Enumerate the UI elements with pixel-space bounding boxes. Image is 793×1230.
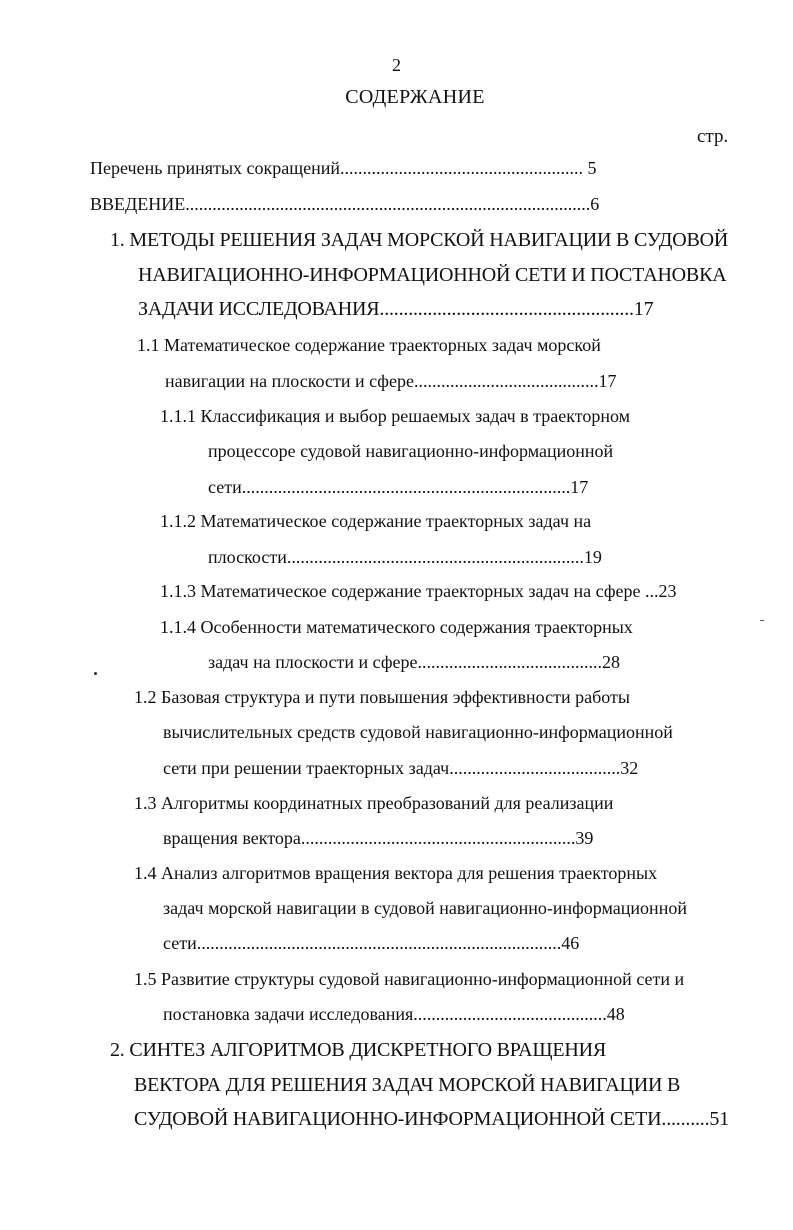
toc-chapter-1-line-1: 1. МЕТОДЫ РЕШЕНИЯ ЗАДАЧ МОРСКОЙ НАВИГАЦИИ В СУДОВОЙ	[110, 229, 729, 251]
toc-section-1-3-line-2: вращения вектора.............................................................39	[163, 828, 594, 848]
toc-chapter-1-line-3: ЗАДАЧИ ИССЛЕДОВАНИЯ.....................................................17	[138, 298, 654, 320]
toc-section-1-1-line-1: 1.1 Математическое содержание траекторных задач морской	[137, 335, 601, 355]
toc-entry-abbreviations: Перечень принятых сокращений...................................................... 5	[90, 158, 597, 178]
toc-section-1-4-line-3: сети.................................................................................46	[163, 933, 580, 953]
toc-section-1-2-line-2: вычислительных средств судовой навигационно-информационной	[163, 722, 673, 742]
toc-section-1-4-line-2: задач морской навигации в судовой навигационно-информационной	[163, 898, 687, 918]
toc-section-1-2-line-3: сети при решении траекторных задач......................................32	[163, 758, 639, 778]
page-column-label: стр.	[697, 126, 729, 147]
toc-section-1-1-1-line-3: сети.........................................................................17	[208, 477, 589, 497]
toc-section-1-1-2-line-2: плоскости..................................................................19	[208, 547, 602, 567]
page-number: 2	[392, 55, 401, 75]
toc-section-1-5-line-1: 1.5 Развитие структуры судовой навигационно-информационной сети и	[134, 969, 685, 989]
toc-section-1-1-4-line-2: задач на плоскости и сфере.........................................28	[208, 652, 621, 672]
toc-section-1-4-line-1: 1.4 Анализ алгоритмов вращения вектора для решения траекторных	[134, 863, 658, 883]
toc-section-1-5-line-2: постановка задачи исследования...........................................48	[163, 1004, 625, 1024]
scan-speck	[94, 672, 97, 675]
scan-mark	[760, 620, 764, 621]
toc-section-1-1-3: 1.1.3 Математическое содержание траекторных задач на сфере ...23	[160, 581, 677, 601]
toc-section-1-1-line-2: навигации на плоскости и сфере.........................................17	[165, 371, 617, 391]
toc-section-1-1-1-line-1: 1.1.1 Классификация и выбор решаемых задач в траекторном	[160, 406, 631, 426]
toc-section-1-3-line-1: 1.3 Алгоритмы координатных преобразований для реализации	[134, 793, 614, 813]
toc-section-1-1-2-line-1: 1.1.2 Математическое содержание траекторных задач на	[160, 511, 592, 531]
toc-chapter-2-line-2: ВЕКТОРА ДЛЯ РЕШЕНИЯ ЗАДАЧ МОРСКОЙ НАВИГАЦИИ В	[134, 1074, 681, 1096]
toc-section-1-1-4-line-1: 1.1.4 Особенности математического содержания траекторных	[160, 617, 633, 637]
toc-chapter-1-line-2: НАВИГАЦИОННО-ИНФОРМАЦИОННОЙ СЕТИ И ПОСТАНОВКА	[138, 264, 727, 286]
toc-chapter-2-line-3: СУДОВОЙ НАВИГАЦИОННО-ИНФОРМАЦИОННОЙ СЕТИ..........51	[134, 1108, 729, 1130]
toc-entry-introduction: ВВЕДЕНИЕ..........................................................................................6	[90, 194, 600, 214]
page-title: СОДЕРЖАНИЕ	[345, 86, 485, 108]
toc-section-1-2-line-1: 1.2 Базовая структура и пути повышения эффективности работы	[134, 687, 630, 707]
toc-chapter-2-line-1: 2. СИНТЕЗ АЛГОРИТМОВ ДИСКРЕТНОГО ВРАЩЕНИЯ	[110, 1039, 607, 1061]
toc-section-1-1-1-line-2: процессоре судовой навигационно-информационной	[208, 441, 614, 461]
